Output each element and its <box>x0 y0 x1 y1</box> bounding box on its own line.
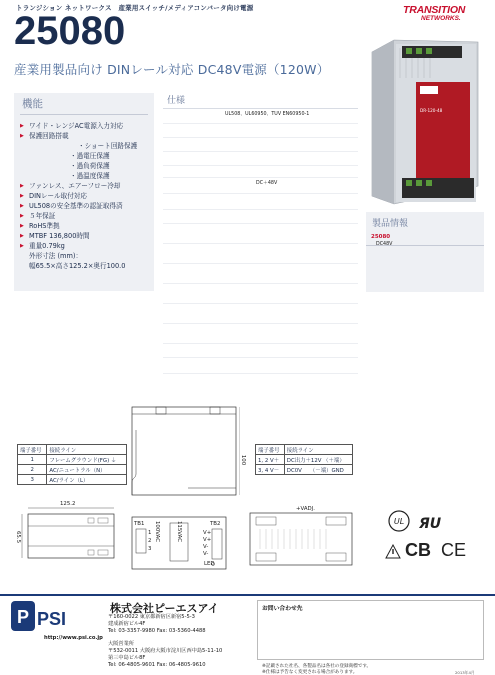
table-cell: 3, 4 V－ <box>256 465 285 475</box>
output-table-row <box>256 465 353 475</box>
feature-item: ・ショート回路保護 <box>78 142 138 150</box>
feature-item: ▶ 重量0.79kg <box>20 241 150 251</box>
table-header-cell: 接続ライン <box>47 445 127 455</box>
input-terminal-number: 3 <box>148 546 152 552</box>
spec-row <box>163 373 358 374</box>
vadj-label: +VADJ. <box>296 506 316 512</box>
spec-row <box>163 357 358 358</box>
ul-icon <box>385 508 413 534</box>
spec-row <box>163 209 358 210</box>
input-terminal-number: 2 <box>148 538 152 544</box>
input-table-row <box>18 475 127 485</box>
svg-text:P: P <box>17 607 30 627</box>
feature-item: 幅65.5×高さ125.2×奥行100.0 <box>29 262 126 270</box>
spec-row <box>163 263 358 264</box>
address-line: Tel: 06-4805-9601 Fax: 06-4805-9610 <box>108 662 206 668</box>
spec-row <box>163 137 358 138</box>
output-table-header <box>256 445 353 455</box>
spec-section <box>163 93 358 393</box>
table-header-cell: 端子番号 <box>18 445 47 455</box>
output-terminal-label: V+ <box>203 537 212 543</box>
ce-icon: CE <box>441 540 467 560</box>
company-url[interactable]: http://www.psi.co.jp <box>44 635 103 641</box>
spec-row <box>163 177 358 178</box>
features-title: 機能 <box>22 98 43 110</box>
features-list <box>14 115 154 271</box>
spec-row <box>163 303 358 304</box>
address-line: 第三中島ビル8F <box>108 655 146 661</box>
output-terminal-table <box>255 444 353 475</box>
certification-marks <box>385 506 485 566</box>
brand-suffix: NETWORKS. <box>421 15 461 22</box>
table-cell: DC0V （－端）GND <box>284 465 352 475</box>
output-table-body <box>256 455 353 475</box>
output-terminal-label: V+ <box>203 530 212 536</box>
spec-standards: UL508、UL60950、TUV EN60950-1 <box>225 112 310 117</box>
feature-item: ・過電圧保護 <box>70 152 110 160</box>
table-cell: AC/ニュートラル（N） <box>47 465 127 475</box>
range-label: 115VAC <box>176 521 182 542</box>
psi-logo <box>11 601 81 639</box>
spec-title: 仕様 <box>163 93 358 109</box>
spec-row <box>163 165 358 166</box>
spec-output: DC＋48V <box>256 181 278 186</box>
spec-change-note: ※仕様は予告なく変更される場合があります。 <box>262 670 358 675</box>
footer-divider <box>0 594 495 596</box>
feature-item: ▶ ファンレス、エアーフロー冷却 <box>20 181 150 191</box>
input-table-body <box>18 455 127 485</box>
table-cell: 1 <box>18 455 47 465</box>
spec-row <box>163 223 358 224</box>
spec-row <box>163 323 358 324</box>
spec-row <box>163 193 358 194</box>
feature-item: ▶ ワイド・レンジAC電源入力対応 <box>20 121 150 131</box>
table-cell: フレームグラウンド(FG) ⏚ <box>47 455 127 465</box>
output-terminal-label: V- <box>203 544 209 550</box>
contact-box <box>257 600 484 660</box>
address-line: 〒532-0011 大阪府大阪市淀川区西中島5-11-10 <box>108 648 223 654</box>
feature-item: ▶ DINレール取付対応 <box>20 191 150 201</box>
brand-logo <box>403 4 483 26</box>
feature-item: ・過負荷保護 <box>70 162 110 170</box>
company-name: 株式会社ピーエスアイ <box>110 602 219 615</box>
feature-item: ・過温度保護 <box>70 172 110 180</box>
output-terminal-label: V- <box>203 551 209 557</box>
input-terminal-number: 1 <box>148 530 152 536</box>
dim-width: 125.2 <box>60 501 76 507</box>
address-line: Tel: 03-3357-9980 Fax: 03-5360-4488 <box>108 628 206 634</box>
cb-warning-icon <box>385 544 401 560</box>
table-header-cell: 端子番号 <box>256 445 285 455</box>
input-terminal-table <box>17 444 127 485</box>
product-info-model: 25080 <box>371 234 391 240</box>
table-cell: 1, 2 V＋ <box>256 455 285 465</box>
svg-text:PSI: PSI <box>37 609 67 629</box>
feature-item: ▶ MTBF 136,800時間 <box>20 231 150 241</box>
publish-date: 2013年4月 <box>455 670 475 675</box>
table-cell: AC/ライン（L） <box>47 475 127 485</box>
dim-depth: 65.5 <box>15 530 22 544</box>
front-view-drawing <box>18 504 118 566</box>
feature-item: ▶ ５年保証 <box>20 211 150 221</box>
svg-text:ЯU: ЯU <box>419 516 442 532</box>
table-header-cell: 接続ライン <box>284 445 352 455</box>
product-label-model: DR-120-48 <box>420 108 443 113</box>
cb-icon: CB <box>405 540 431 560</box>
page-title: 25080 <box>14 9 126 53</box>
spec-row <box>163 123 358 124</box>
output-table-row <box>256 455 353 465</box>
side-view-drawing <box>128 400 240 504</box>
input-table-row <box>18 465 127 475</box>
input-table-header <box>18 445 127 455</box>
spec-row <box>163 151 358 152</box>
address-line: 大阪営業所 <box>108 641 134 647</box>
feature-item: ▶ 保護回路搭載 <box>20 131 150 141</box>
input-table-row <box>18 455 127 465</box>
features-section <box>14 93 154 291</box>
header-series: トランジション ネットワークス 産業用スイッチ/メディアコンバータ向け電源 <box>16 4 254 12</box>
spec-row <box>163 343 358 344</box>
product-info-title: 製品情報 <box>372 219 409 229</box>
trademark-note: ※記載された社名、各製品名は各社の登録商標です。 <box>262 664 372 669</box>
voltage-label: 100VAC <box>154 521 160 542</box>
ru-icon <box>417 512 463 534</box>
product-info-section <box>366 212 484 292</box>
table-cell: 2 <box>18 465 47 475</box>
svg-text:UL: UL <box>393 517 405 526</box>
product-image <box>366 38 484 206</box>
spec-row <box>163 283 358 284</box>
dim-height: 100 <box>240 454 247 466</box>
feature-item: ▶ UL508の安全基準の認証取得済 <box>20 201 150 211</box>
tb2-label: TB2 <box>210 521 221 527</box>
table-cell: DC出力＋12V （＋端） <box>284 455 352 465</box>
tb1-label: TB1 <box>134 521 145 527</box>
spec-row <box>163 243 358 244</box>
feature-item: ▶ RoHS準拠 <box>20 221 150 231</box>
contact-title: お問い合わせ先 <box>262 606 303 612</box>
led-label: LED <box>204 561 215 567</box>
page-subtitle: 産業用製品向け DINレール対応 DC48V電源（120W） <box>14 62 330 77</box>
table-cell: 3 <box>18 475 47 485</box>
brand-name: TRANSITION <box>403 4 466 16</box>
feature-item: 外形寸法 (mm)： <box>29 252 83 260</box>
address-line: 〒160-0022 東京都新宿区新宿5-5-3 <box>108 614 195 620</box>
top-view-drawing <box>246 505 356 569</box>
address-line: 建成新宿ビル4F <box>108 621 146 627</box>
product-info-desc: DC48V <box>376 242 393 247</box>
